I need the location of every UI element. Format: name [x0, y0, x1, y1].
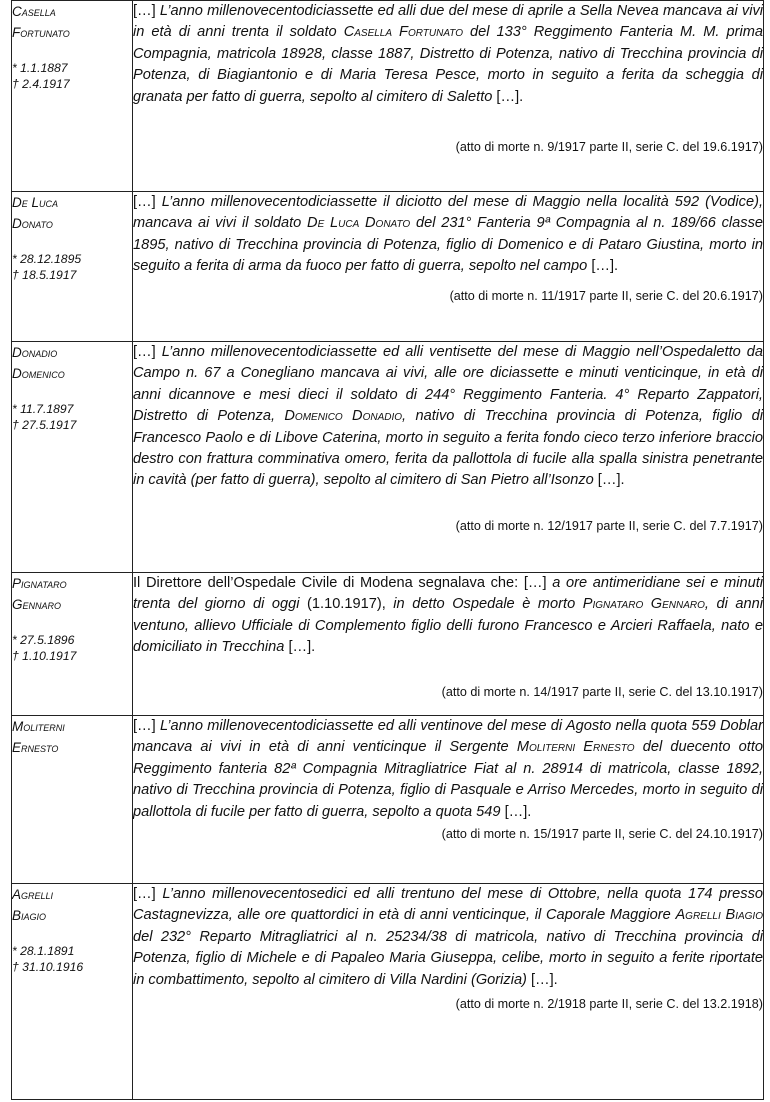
record-reference: (atto di morte n. 15/1917 parte II, serie C. del 24.10.1917): [441, 827, 763, 842]
death-date: † 31.10.1916: [12, 960, 84, 974]
death-record-text: [133, 884, 763, 991]
record-text-segment: L’anno millenovecentodiciassette ed alli ventisette del mese di Maggio nell’Ospedaletto da Campo n. 67 a Conegliano mancava ai vivi, alle ore diciassette e minuti venticinque, in età di anni dicannove e mesi dieci il soldato di 244° Reggimento Fanteria. 4° Reparto Zappatori, Distretto di Potenza,: [133, 344, 763, 425]
name-cell: [12, 192, 133, 342]
text-cell: [133, 192, 764, 342]
record-text-segment: del duecento otto Reggimento fanteria 82ª Compagnia Mitragliatrice Fiat al n. 28914 di matricola, classe 1892, nativo di Trecchina provincia di Potenza, figlio di Pasquale e Arriso Mercedes, morto in seguito di pallottola di fucile per fatto di guerra, sepolto a quota 549: [133, 739, 764, 820]
record-text-segment: […].: [587, 258, 619, 275]
surname: Moliterni: [12, 719, 65, 734]
record-text-segment: […]: [133, 718, 160, 734]
record-text-segment: L’anno millenovecentodiciassette ed alli ventinove del mese di Agosto nella quota 559 Doblar mancava ai vivi in età di anni venticinque il Sergente: [133, 718, 764, 756]
given-name: Fortunato: [12, 25, 70, 40]
given-name: Ernesto: [12, 740, 59, 755]
surname: Pignataro: [12, 576, 67, 591]
record-text-segment: […]: [133, 194, 162, 210]
record-text-segment: […]: [133, 3, 160, 19]
text-cell: [133, 884, 764, 1100]
soldier-name: Moliterni Ernesto: [516, 739, 635, 756]
record-row-agrelli: [12, 884, 764, 1100]
death-record-text: [133, 573, 763, 659]
surname: De Luca: [12, 195, 59, 210]
record-reference: (atto di morte n. 2/1918 parte II, serie C. del 13.2.1918): [455, 997, 763, 1012]
name-cell: [12, 573, 133, 716]
record-row-de-luca: [12, 192, 764, 342]
record-text-segment: in detto Ospedale è morto: [393, 596, 583, 613]
birth-date: * 27.5.1896: [12, 633, 75, 647]
soldier-name: Domenico Donadio: [284, 408, 403, 425]
name-cell: [12, 716, 133, 884]
death-date: † 2.4.1917: [12, 77, 70, 91]
surname: Agrelli: [12, 887, 54, 902]
record-reference: (atto di morte n. 14/1917 parte II, serie C. del 13.10.1917): [441, 684, 763, 699]
death-date: † 18.5.1917: [12, 268, 77, 282]
text-cell: [133, 342, 764, 573]
record-text-segment: […].: [492, 88, 524, 105]
record-reference: (atto di morte n. 12/1917 parte II, serie C. del 7.7.1917): [455, 518, 763, 533]
soldier-name: Agrelli Biagio: [675, 907, 763, 924]
name-cell: [12, 884, 133, 1100]
record-text-segment: Il Direttore dell’Ospedale Civile di Modena segnalava che: […]: [133, 575, 553, 591]
record-text-segment: , di anni ventuno, allievo Ufficiale di Complemento figlio delli furono Francesco e Arcieri Raffaela, nato e domiciliato in Trecchina: [133, 596, 764, 656]
record-text-segment: L’anno millenovecentosedici ed alli trentuno del mese di Ottobre, nella quota 174 presso Castagnevizza, alle ore quattordici in età di anni venticinque, il Caporale Maggiore: [133, 886, 763, 924]
given-name: Domenico: [12, 366, 65, 381]
soldier-name: De Luca Donato: [307, 215, 411, 232]
record-text-segment: del 232° Reparto Mitragliatrici al n. 25234/38 di matricola, nativo di Trecchina provincia di Potenza, figlio di Michele e di Papaleo Maria Giuseppa, celibe, morto in seguito a ferite riportate in combattimento, sepolto al cimitero di Villa Nardini (Gorizia): [133, 928, 763, 988]
record-text-segment: (1.10.1917),: [299, 596, 394, 613]
name-cell: [12, 342, 133, 573]
record-row-casella: [12, 1, 764, 192]
record-text-segment: del 231° Fanteria 9ª Compagnia al n. 189/66 classe 1895, nativo di Trecchina provincia di Potenza, figlio di Domenico e di Pataro Giustina, morto in seguito a ferita di arma da fuoco per fatto di guerra, sepolto nel campo: [133, 215, 763, 275]
death-date: † 1.10.1917: [12, 649, 77, 663]
record-text-segment: […].: [284, 639, 316, 656]
record-text-segment: […].: [593, 472, 625, 489]
record-row-moliterni: [12, 716, 764, 884]
surname: Donadio: [12, 345, 58, 360]
record-text-segment: a ore antimeridiane sei e minuti trenta del giorno di oggi: [133, 575, 764, 613]
record-row-donadio: [12, 342, 764, 573]
record-text-segment: […].: [526, 971, 558, 988]
death-record-text: [133, 716, 763, 823]
death-record-text: [133, 342, 763, 492]
death-record-text: [133, 192, 763, 278]
death-date: † 27.5.1917: [12, 418, 77, 432]
birth-date: * 28.12.1895: [12, 252, 82, 266]
soldier-name: Pignataro Gennaro: [582, 596, 705, 613]
record-text-segment: , nativo di Trecchina provincia di Potenza, figlio di Francesco Paolo e di Libove Caterina, morto in seguito a ferita fondo cieco terzo inferiore braccio destro con frattura comminativa omero, ferita da pallottola di fucile alla spalla sinistra penetrante in cavità (per fatto di guerra), sepolto al cimitero di San Pietro all’Isonzo: [133, 408, 763, 489]
given-name: Biagio: [12, 908, 47, 923]
given-name: Gennaro: [12, 597, 62, 612]
record-text-segment: […].: [500, 803, 532, 820]
record-row-pignataro: [12, 573, 764, 716]
text-cell: [133, 716, 764, 884]
record-reference: (atto di morte n. 9/1917 parte II, serie C. del 19.6.1917): [455, 140, 763, 155]
text-cell: [133, 1, 764, 192]
record-text-segment: L’anno millenovecentodiciassette il diciotto del mese di Maggio nella località 592 (Vodice), mancava ai vivi il soldato: [133, 194, 763, 232]
soldier-name: Casella Fortunato: [343, 24, 463, 41]
record-text-segment: del 133° Reggimento Fanteria M. M. prima Compagnia, matricola 18928, classe 1887, Distretto di Potenza, nativo di Trecchina provincia di Potenza, di Biagiantonio e di Maria Teresa Pesce, morto in seguito a ferita da scheggia di granata per fatto di guerra, sepolto al cimitero di Saletto: [133, 24, 764, 105]
text-cell: [133, 573, 764, 716]
record-reference: (atto di morte n. 11/1917 parte II, serie C. del 20.6.1917): [449, 288, 763, 303]
given-name: Donato: [12, 216, 53, 231]
record-text-segment: L’anno millenovecentodiciassette ed alli due del mese di aprile a Sella Nevea mancava ai vivi in età di anni trenta il soldato: [133, 3, 763, 41]
record-text-segment: […]: [133, 344, 162, 360]
surname: Casella: [12, 4, 56, 19]
birth-date: * 1.1.1887: [12, 61, 68, 75]
birth-date: * 11.7.1897: [12, 402, 74, 416]
birth-date: * 28.1.1891: [12, 944, 75, 958]
name-cell: [12, 1, 133, 192]
death-records-table: [11, 0, 764, 1100]
record-text-segment: […]: [133, 886, 163, 902]
death-record-text: [133, 1, 763, 108]
